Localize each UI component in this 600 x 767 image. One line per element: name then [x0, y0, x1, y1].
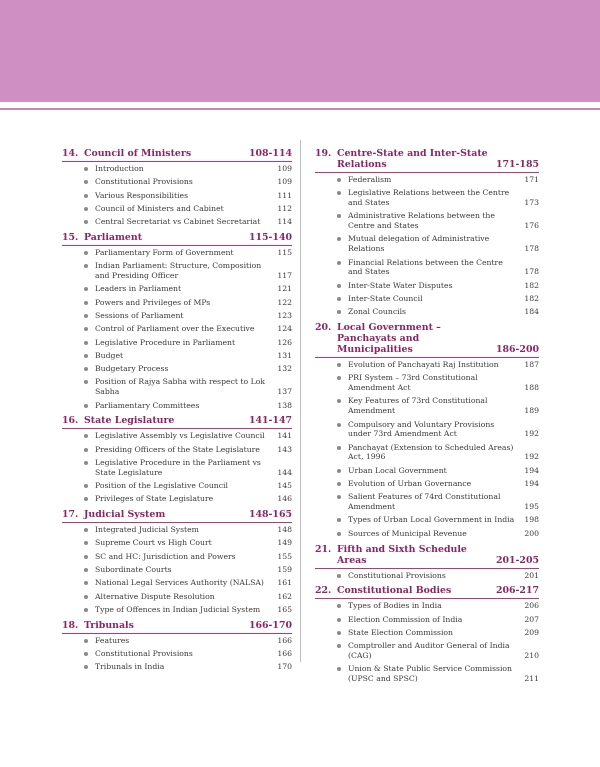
entry-title: State Election Commission [348, 627, 453, 637]
toc-entry[interactable] [315, 466, 539, 476]
bullet-icon [84, 324, 95, 331]
toc-entry[interactable] [62, 311, 292, 321]
toc-entry[interactable] [62, 458, 292, 478]
bullet-icon [337, 443, 348, 450]
toc-entry[interactable] [62, 481, 292, 491]
entry-title: Compulsory and Voluntary Provisions under 73rd Amendment Act [348, 419, 495, 439]
section-page-range: 141-147 [248, 415, 292, 427]
entry-page-number: 170 [277, 662, 292, 672]
bullet-icon [84, 592, 95, 599]
entry-title: Legislative Assembly vs Legislative Council [95, 431, 265, 441]
toc-entry[interactable] [315, 281, 539, 291]
entry-page-number: 171 [524, 175, 539, 184]
entry-page-number: 123 [277, 310, 292, 320]
entry-title: Position of Rajya Sabha with respect to Lok Sabha [95, 377, 265, 397]
toc-entry[interactable] [62, 636, 292, 646]
section-page-range: 171-185 [495, 159, 539, 170]
bullet-icon [337, 234, 348, 241]
entry-title: Alternative Dispute Resolution [95, 591, 215, 601]
section-title: Centre-State and Inter-State Relations [337, 148, 488, 170]
entry-page-number: 166 [277, 635, 292, 645]
section-title: Local Government – Panchayats and Municipalities [337, 322, 441, 356]
bullet-icon [337, 294, 348, 301]
entry-page-number: 115 [277, 247, 292, 257]
entry-title: Zonal Councils [348, 307, 406, 317]
entry-title: Presiding Officers of the State Legislature [95, 444, 260, 454]
section-heading[interactable] [62, 620, 292, 634]
bullet-icon [84, 636, 95, 643]
bullet-icon [84, 177, 95, 184]
entry-page-number: 122 [277, 297, 292, 307]
toc-entry[interactable] [315, 211, 539, 231]
entry-title: Features [95, 635, 130, 645]
entry-page-number: 124 [277, 324, 292, 334]
section-number: 22. [315, 585, 332, 597]
bullet-icon [84, 401, 95, 408]
entry-page-number: 206 [524, 601, 539, 611]
entry-page-number: 112 [277, 203, 292, 213]
entry-page-number: 200 [524, 528, 539, 538]
entry-title: Council of Ministers and Cabinet [95, 203, 224, 213]
entry-page-number: 161 [277, 578, 292, 588]
entry-page-number: 207 [524, 614, 539, 624]
section-title: Fifth and Sixth Schedule Areas [337, 543, 467, 566]
entry-page-number: 131 [277, 350, 292, 360]
entry-page-number: 165 [277, 604, 292, 614]
toc-entry[interactable] [62, 662, 292, 672]
entry-page-number: 189 [524, 406, 539, 416]
section-number: 16. [62, 415, 79, 427]
entry-title: Parliamentary Committees [95, 400, 200, 410]
toc-entry[interactable] [62, 538, 292, 548]
bullet-icon [337, 615, 348, 622]
entry-title: Types of Urban Local Government in India [348, 515, 515, 525]
toc-entry[interactable] [315, 188, 539, 208]
entry-title: Position of the Legislative Council [95, 481, 228, 491]
toc-section [62, 232, 292, 410]
toc-entry[interactable] [315, 258, 539, 278]
entry-title: Sessions of Parliament [95, 310, 184, 320]
toc-entry[interactable] [315, 479, 539, 489]
bullet-icon [84, 605, 95, 612]
section-number: 15. [62, 231, 79, 243]
entry-page-number: 146 [277, 494, 292, 504]
toc-entry[interactable] [62, 177, 292, 187]
entry-title: Evolution of Panchayati Raj Institution [348, 360, 499, 370]
entry-page-number: 173 [524, 198, 539, 208]
bullet-icon [84, 552, 95, 559]
section-page-range: 206-217 [495, 585, 539, 597]
entry-title: PRI System – 73rd Constitutional Amendment Act [348, 373, 478, 393]
entry-page-number: 194 [524, 479, 539, 489]
toc-entry[interactable] [62, 377, 292, 397]
toc-section [315, 544, 539, 581]
toc-entry[interactable] [62, 351, 292, 361]
entry-title: Administrative Relations between the Centre and States [348, 211, 495, 231]
entry-title: Introduction [95, 164, 144, 173]
toc-entry[interactable] [315, 396, 539, 416]
section-heading[interactable] [62, 148, 292, 162]
bullet-icon [337, 360, 348, 367]
section-title: Judicial System [84, 509, 166, 521]
section-heading[interactable] [62, 232, 292, 246]
toc-entry[interactable] [62, 284, 292, 294]
entry-page-number: 192 [524, 452, 539, 462]
bullet-icon [84, 191, 95, 198]
toc-entry[interactable] [315, 601, 539, 611]
entry-title: Inter-State Council [348, 293, 423, 303]
toc-entry[interactable] [62, 298, 292, 308]
entry-page-number: 194 [524, 465, 539, 475]
entry-title: Legislative Procedure in the Parliament vs State Legislature [95, 457, 261, 477]
entry-page-number: 132 [277, 364, 292, 374]
toc-section [62, 148, 292, 227]
entry-page-number: 210 [524, 651, 539, 660]
toc-entry[interactable] [315, 443, 539, 463]
entry-page-number: 192 [524, 429, 539, 439]
bullet-icon [337, 571, 348, 578]
entry-page-number: 143 [277, 444, 292, 454]
entry-page-number: 149 [277, 538, 292, 548]
section-heading[interactable] [62, 509, 292, 523]
section-number: 14. [62, 148, 79, 159]
bullet-icon [84, 481, 95, 488]
section-heading[interactable] [315, 148, 539, 173]
bullet-icon [84, 445, 95, 452]
entry-title: Constitutional Provisions [348, 570, 446, 580]
entry-title: Constitutional Provisions [95, 649, 193, 658]
entry-page-number: 109 [277, 177, 292, 187]
entry-title: Supreme Court vs High Court [95, 538, 212, 548]
bullet-icon [84, 248, 95, 255]
toc-entry[interactable] [315, 515, 539, 525]
entry-page-number: 198 [524, 515, 539, 525]
section-page-range: 166-170 [248, 619, 292, 631]
entry-title: Privileges of State Legislature [95, 494, 214, 504]
toc-entry[interactable] [315, 294, 539, 304]
entry-page-number: 182 [524, 280, 539, 290]
toc-entry[interactable] [62, 261, 292, 281]
bullet-icon [337, 258, 348, 265]
toc-entry[interactable] [62, 565, 292, 575]
bullet-icon [84, 164, 95, 171]
section-page-range: 115-140 [248, 231, 292, 243]
toc-section [315, 322, 539, 538]
bullet-icon [84, 204, 95, 211]
toc-section [62, 620, 292, 672]
toc-entry[interactable] [62, 592, 292, 602]
entry-page-number: 109 [277, 164, 292, 173]
entry-title: Evolution of Urban Governance [348, 479, 472, 489]
entry-page-number: 145 [277, 481, 292, 491]
entry-title: Legislative Relations between the Centre and States [348, 188, 510, 208]
bullet-icon [337, 628, 348, 635]
bullet-icon [337, 479, 348, 486]
section-title: Constitutional Bodies [337, 585, 452, 597]
section-page-range: 108-114 [248, 148, 292, 159]
bullet-icon [337, 211, 348, 218]
bullet-icon [337, 281, 348, 288]
entry-title: Election Commission of India [348, 614, 463, 624]
entry-title: Federalism [348, 175, 392, 184]
bullet-icon [337, 373, 348, 380]
bullet-icon [84, 338, 95, 345]
entry-title: Comptroller and Auditor General of India (CAG) [348, 641, 510, 660]
entry-page-number: 201 [524, 570, 539, 580]
entry-page-number: 184 [524, 307, 539, 317]
entry-page-number: 211 [524, 674, 539, 684]
toc-entry[interactable] [315, 628, 539, 638]
bullet-icon [84, 494, 95, 501]
entry-page-number: 187 [524, 360, 539, 370]
entry-page-number: 138 [277, 400, 292, 410]
entry-page-number: 178 [524, 244, 539, 254]
entry-page-number: 166 [277, 649, 292, 658]
entry-title: Constitutional Provisions [95, 177, 193, 187]
toc-entry[interactable] [315, 360, 539, 370]
entry-title: Types of Bodies in India [348, 601, 442, 611]
bullet-icon [337, 188, 348, 195]
toc-entry[interactable] [62, 217, 292, 227]
entry-title: Sources of Municipal Revenue [348, 528, 467, 538]
toc-entry[interactable] [62, 401, 292, 411]
entry-page-number: 188 [524, 383, 539, 393]
section-heading[interactable] [315, 322, 539, 358]
toc-entry[interactable] [62, 364, 292, 374]
toc-entry[interactable] [315, 664, 539, 684]
entry-title: Subordinate Courts [95, 565, 172, 575]
bullet-icon [337, 641, 348, 648]
bullet-icon [84, 538, 95, 545]
entry-page-number: 144 [277, 467, 292, 477]
bullet-icon [337, 175, 348, 182]
entry-title: Various Responsibilities [95, 190, 189, 200]
toc-entry[interactable] [62, 525, 292, 535]
toc-entry[interactable] [62, 324, 292, 334]
bullet-icon [84, 662, 95, 669]
entry-page-number: 148 [277, 525, 292, 535]
bullet-icon [84, 351, 95, 358]
header-rule [0, 108, 600, 110]
bullet-icon [84, 377, 95, 384]
entry-title: SC and HC: Jurisdiction and Powers [95, 551, 236, 561]
entry-page-number: 155 [277, 551, 292, 561]
toc-entry[interactable] [315, 492, 539, 512]
entry-page-number: 114 [277, 217, 292, 227]
entry-title: Budget [95, 350, 124, 360]
bullet-icon [84, 649, 95, 656]
toc-entry[interactable] [315, 529, 539, 539]
entry-page-number: 141 [277, 431, 292, 441]
section-title: Parliament [84, 231, 143, 243]
entry-title: Union & State Public Service Commission (UPSC and SPSC) [348, 664, 512, 684]
entry-title: Indian Parliament: Structure, Composition and Presiding Officer [95, 261, 262, 281]
bullet-icon [337, 601, 348, 608]
entry-title: Budgetary Process [95, 364, 169, 374]
entry-page-number: 126 [277, 337, 292, 347]
toc-entry[interactable] [62, 191, 292, 201]
toc-entry[interactable] [62, 338, 292, 348]
bullet-icon [337, 515, 348, 522]
entry-title: Panchayat (Extension to Scheduled Areas) Act, 1996 [348, 442, 514, 462]
entry-title: Tribunals in India [95, 662, 165, 672]
entry-page-number: 121 [277, 284, 292, 294]
entry-title: Key Features of 73rd Constitutional Amendment [348, 396, 488, 416]
section-title: Tribunals [84, 619, 134, 631]
section-number: 19. [315, 148, 332, 159]
entry-title: Legislative Procedure in Parliament [95, 337, 236, 347]
bullet-icon [84, 217, 95, 224]
section-page-range: 148-165 [248, 509, 292, 521]
section-heading[interactable] [315, 585, 539, 599]
header-banner [0, 0, 600, 102]
bullet-icon [337, 529, 348, 536]
toc-section [315, 585, 539, 684]
toc-left-column [62, 148, 292, 677]
toc-entry[interactable] [315, 234, 539, 254]
toc-section [315, 148, 539, 317]
bullet-icon [84, 364, 95, 371]
entry-title: Control of Parliament over the Executive [95, 324, 255, 334]
bullet-icon [84, 458, 95, 465]
entry-page-number: 162 [277, 591, 292, 601]
entry-title: Integrated Judicial System [95, 525, 199, 535]
entry-page-number: 137 [277, 387, 292, 397]
section-heading[interactable] [62, 415, 292, 429]
toc-entry[interactable] [62, 494, 292, 504]
bullet-icon [337, 466, 348, 473]
section-number: 17. [62, 509, 79, 521]
toc-entry[interactable] [315, 420, 539, 440]
bullet-icon [84, 311, 95, 318]
entry-title: Urban Local Government [348, 465, 447, 475]
entry-title: Parliamentary Form of Government [95, 247, 234, 257]
bullet-icon [337, 492, 348, 499]
toc-right-column [315, 148, 539, 689]
section-number: 20. [315, 322, 332, 334]
section-number: 18. [62, 619, 79, 631]
entry-title: Powers and Privileges of MPs [95, 297, 211, 307]
bullet-icon [84, 261, 95, 268]
toc-entry[interactable] [62, 649, 292, 659]
toc-entry[interactable] [315, 615, 539, 625]
bullet-icon [337, 664, 348, 671]
toc-entry[interactable] [315, 175, 539, 185]
column-divider [300, 140, 301, 662]
section-number: 21. [315, 543, 332, 555]
toc-entry[interactable] [62, 578, 292, 588]
entry-title: Mutual delegation of Administrative Relations [348, 234, 490, 254]
entry-page-number: 195 [524, 502, 539, 512]
bullet-icon [84, 578, 95, 585]
entry-title: Inter-State Water Disputes [348, 280, 453, 290]
section-page-range: 186-200 [495, 344, 539, 356]
entry-title: Salient Features of 74rd Constitutional Amendment [348, 492, 501, 512]
entry-page-number: 178 [524, 267, 539, 277]
entry-title: Type of Offences in Indian Judicial System [95, 604, 261, 614]
bullet-icon [84, 525, 95, 532]
toc-entry[interactable] [315, 641, 539, 661]
toc-section [62, 509, 292, 615]
bullet-icon [337, 420, 348, 427]
toc-entry[interactable] [62, 164, 292, 174]
entry-page-number: 209 [524, 627, 539, 637]
toc-entry[interactable] [62, 605, 292, 615]
toc-entry[interactable] [62, 552, 292, 562]
toc-entry[interactable] [315, 373, 539, 393]
entry-page-number: 159 [277, 565, 292, 575]
bullet-icon [84, 565, 95, 572]
bullet-icon [84, 284, 95, 291]
toc-entry[interactable] [62, 204, 292, 214]
entry-page-number: 176 [524, 221, 539, 231]
entry-page-number: 111 [277, 190, 292, 200]
toc-entry[interactable] [315, 307, 539, 317]
entry-title: Leaders in Parliament [95, 284, 182, 294]
entry-title: Central Secretariat vs Cabinet Secretariat [95, 217, 261, 227]
bullet-icon [84, 298, 95, 305]
bullet-icon [337, 307, 348, 314]
entry-page-number: 182 [524, 293, 539, 303]
section-title: Council of Ministers [84, 148, 192, 159]
bullet-icon [337, 396, 348, 403]
entry-page-number: 117 [277, 271, 292, 281]
entry-title: National Legal Services Authority (NALSA) [95, 578, 264, 588]
toc-entry[interactable] [62, 248, 292, 258]
entry-title: Financial Relations between the Centre and States [348, 257, 503, 277]
section-page-range: 201-205 [495, 554, 539, 566]
toc-entry[interactable] [315, 571, 539, 581]
bullet-icon [84, 431, 95, 438]
toc-section [62, 415, 292, 504]
toc-entry[interactable] [62, 431, 292, 441]
toc-entry[interactable] [62, 445, 292, 455]
section-title: State Legislature [84, 415, 175, 427]
section-heading[interactable] [315, 544, 539, 569]
